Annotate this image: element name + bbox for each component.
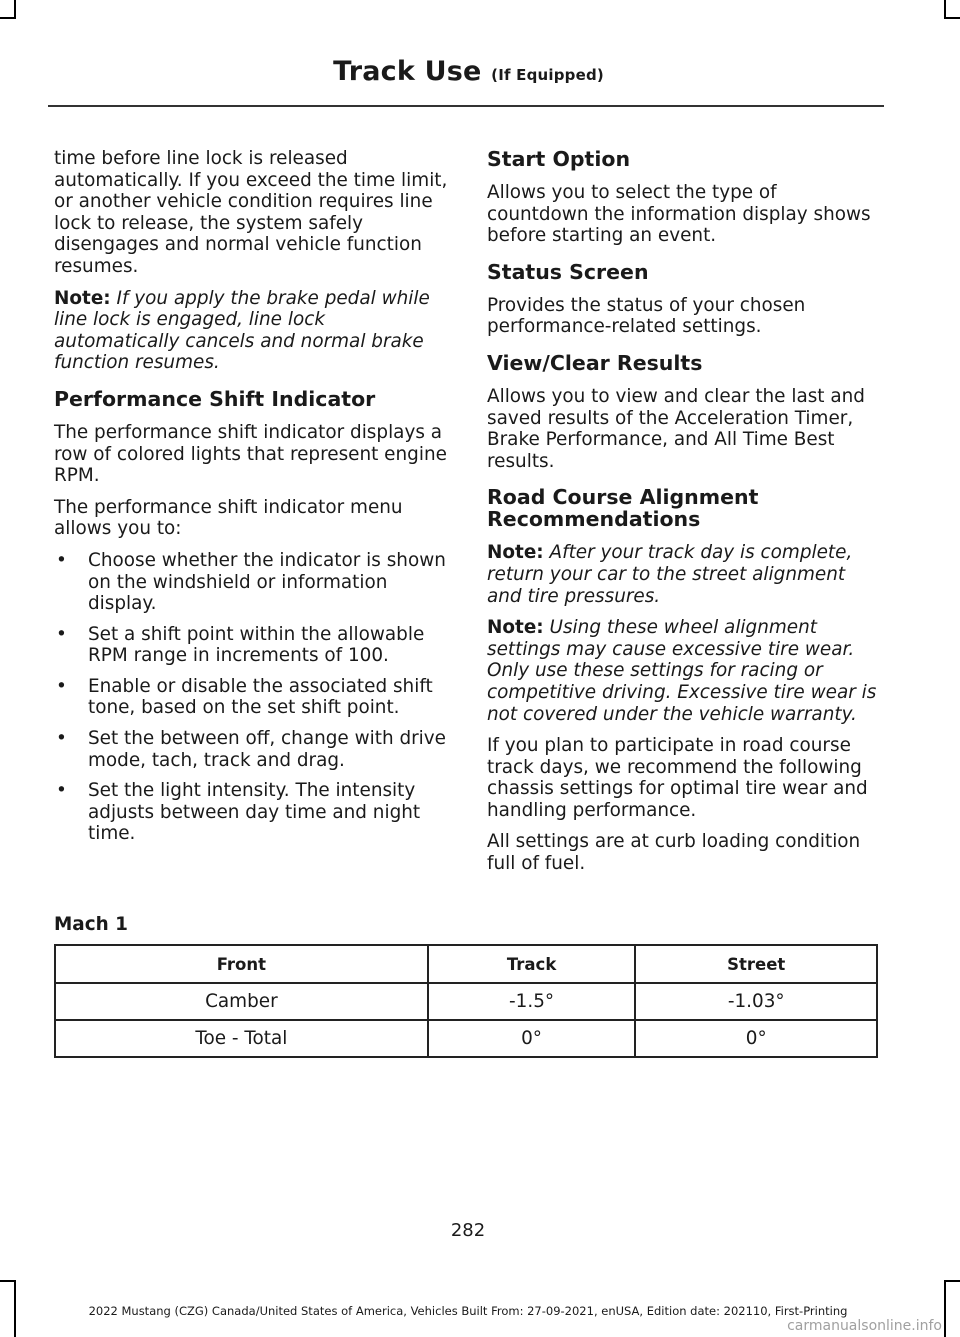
- list-item: [54, 676, 448, 719]
- table-row: [55, 1020, 877, 1057]
- paragraph: Allows you to view and clear the last and saved results of the Acceleration Timer, Brake Performance, and All Time Best results.: [487, 385, 865, 472]
- crop-mark: [14, 0, 16, 18]
- right-column: [487, 148, 881, 885]
- paragraph: The performance shift indicator displays a row of colored lights that represent engine RPM.: [54, 421, 447, 487]
- note-text: If you apply the brake pedal while line lock is engaged, line lock automatically cancels and normal brake function resumes.: [54, 287, 430, 374]
- note-text: After your track day is complete, return your car to the street alignment and tire pressures.: [487, 542, 853, 607]
- bullet-list: [54, 550, 448, 845]
- table-cell: Camber: [55, 983, 428, 1020]
- paragraph: Provides the status of your chosen performance-related settings.: [487, 294, 806, 338]
- crop-mark: [944, 1280, 960, 1282]
- table-cell: Toe - Total: [55, 1020, 428, 1057]
- bullet-glyph: •: [56, 675, 67, 697]
- table-cell: 0°: [635, 1020, 877, 1057]
- bullet-glyph: •: [56, 549, 67, 571]
- page-header-title: [0, 56, 604, 87]
- column-header: Front: [55, 945, 428, 983]
- list-item-text: Set the between off, change with drive mode, tach, track and drag.: [88, 728, 446, 771]
- note-label: Note:: [487, 542, 544, 564]
- table-title: Mach 1: [54, 914, 128, 935]
- list-item: [54, 780, 448, 845]
- note-label: Note:: [487, 617, 544, 639]
- section-heading: Start Option: [487, 147, 631, 171]
- header-divider: [48, 105, 884, 107]
- crop-mark: [944, 17, 960, 19]
- list-item: [54, 728, 448, 771]
- paragraph: If you plan to participate in road course track days, we recommend the following chassis settings for optimal tire wear and handling performance.: [487, 735, 868, 821]
- table-header-row: [55, 945, 877, 983]
- paragraph: Allows you to select the type of countdown the information display shows before starting an event.: [487, 182, 871, 247]
- table-cell: 0°: [428, 1020, 636, 1057]
- table-cell: -1.5°: [428, 983, 636, 1020]
- paragraph: The performance shift indicator menu allows you to:: [54, 496, 403, 540]
- section-heading: View/Clear Results: [487, 350, 703, 375]
- bullet-glyph: •: [56, 728, 67, 750]
- column-header: Street: [635, 945, 877, 983]
- table-cell: -1.03°: [635, 983, 877, 1020]
- note-label: Note:: [54, 287, 111, 309]
- page-number: 282: [450, 1220, 486, 1241]
- footer-text: 2022 Mustang (CZG) Canada/United States of America, Vehicles Built From: 27-09-2021, enUSA, Edition date: 202110, First-Printing: [88, 1304, 848, 1318]
- list-item-text: Enable or disable the associated shift tone, based on the set shift point.: [88, 675, 433, 719]
- list-item-text: Set the light intensity. The intensity adjusts between day time and night time.: [88, 780, 421, 845]
- watermark: carmanualsonline.info: [787, 1318, 942, 1334]
- section-heading: Performance Shift Indicator: [54, 386, 376, 411]
- paragraph: time before line lock is released automatically. If you exceed the time limit, or another vehicle condition requires line lock to release, the system safely disengages and normal vehicle function resumes.: [54, 148, 448, 277]
- alignment-table: [54, 944, 878, 1058]
- column-header: Track: [428, 945, 636, 983]
- left-column: [54, 148, 448, 854]
- section-heading: Road Course Alignment Recommendations: [487, 485, 759, 532]
- bullet-glyph: •: [56, 780, 67, 802]
- crop-mark: [944, 1281, 946, 1337]
- crop-mark: [0, 17, 16, 19]
- header-title-suffix: (If Equipped): [491, 66, 604, 84]
- note-text: Using these wheel alignment settings may cause excessive tire wear. Only use these settings for racing or competitive driving. Excessive tire wear is not covered under the vehicle warranty.: [487, 617, 877, 725]
- crop-mark: [944, 0, 946, 18]
- list-item-text: Choose whether the indicator is shown on the windshield or information display.: [88, 549, 446, 615]
- list-item: [54, 624, 448, 667]
- paragraph: All settings are at curb loading condition full of fuel.: [487, 831, 861, 875]
- list-item: [54, 550, 448, 615]
- table-row: [55, 983, 877, 1020]
- crop-mark: [0, 1280, 16, 1282]
- list-item-text: Set a shift point within the allowable RPM range in increments of 100.: [88, 623, 425, 667]
- note: [54, 288, 448, 374]
- section-heading: Status Screen: [487, 259, 649, 284]
- note: [487, 617, 881, 725]
- note: [487, 542, 881, 607]
- header-title-text: Track Use: [333, 56, 482, 87]
- bullet-glyph: •: [56, 623, 67, 645]
